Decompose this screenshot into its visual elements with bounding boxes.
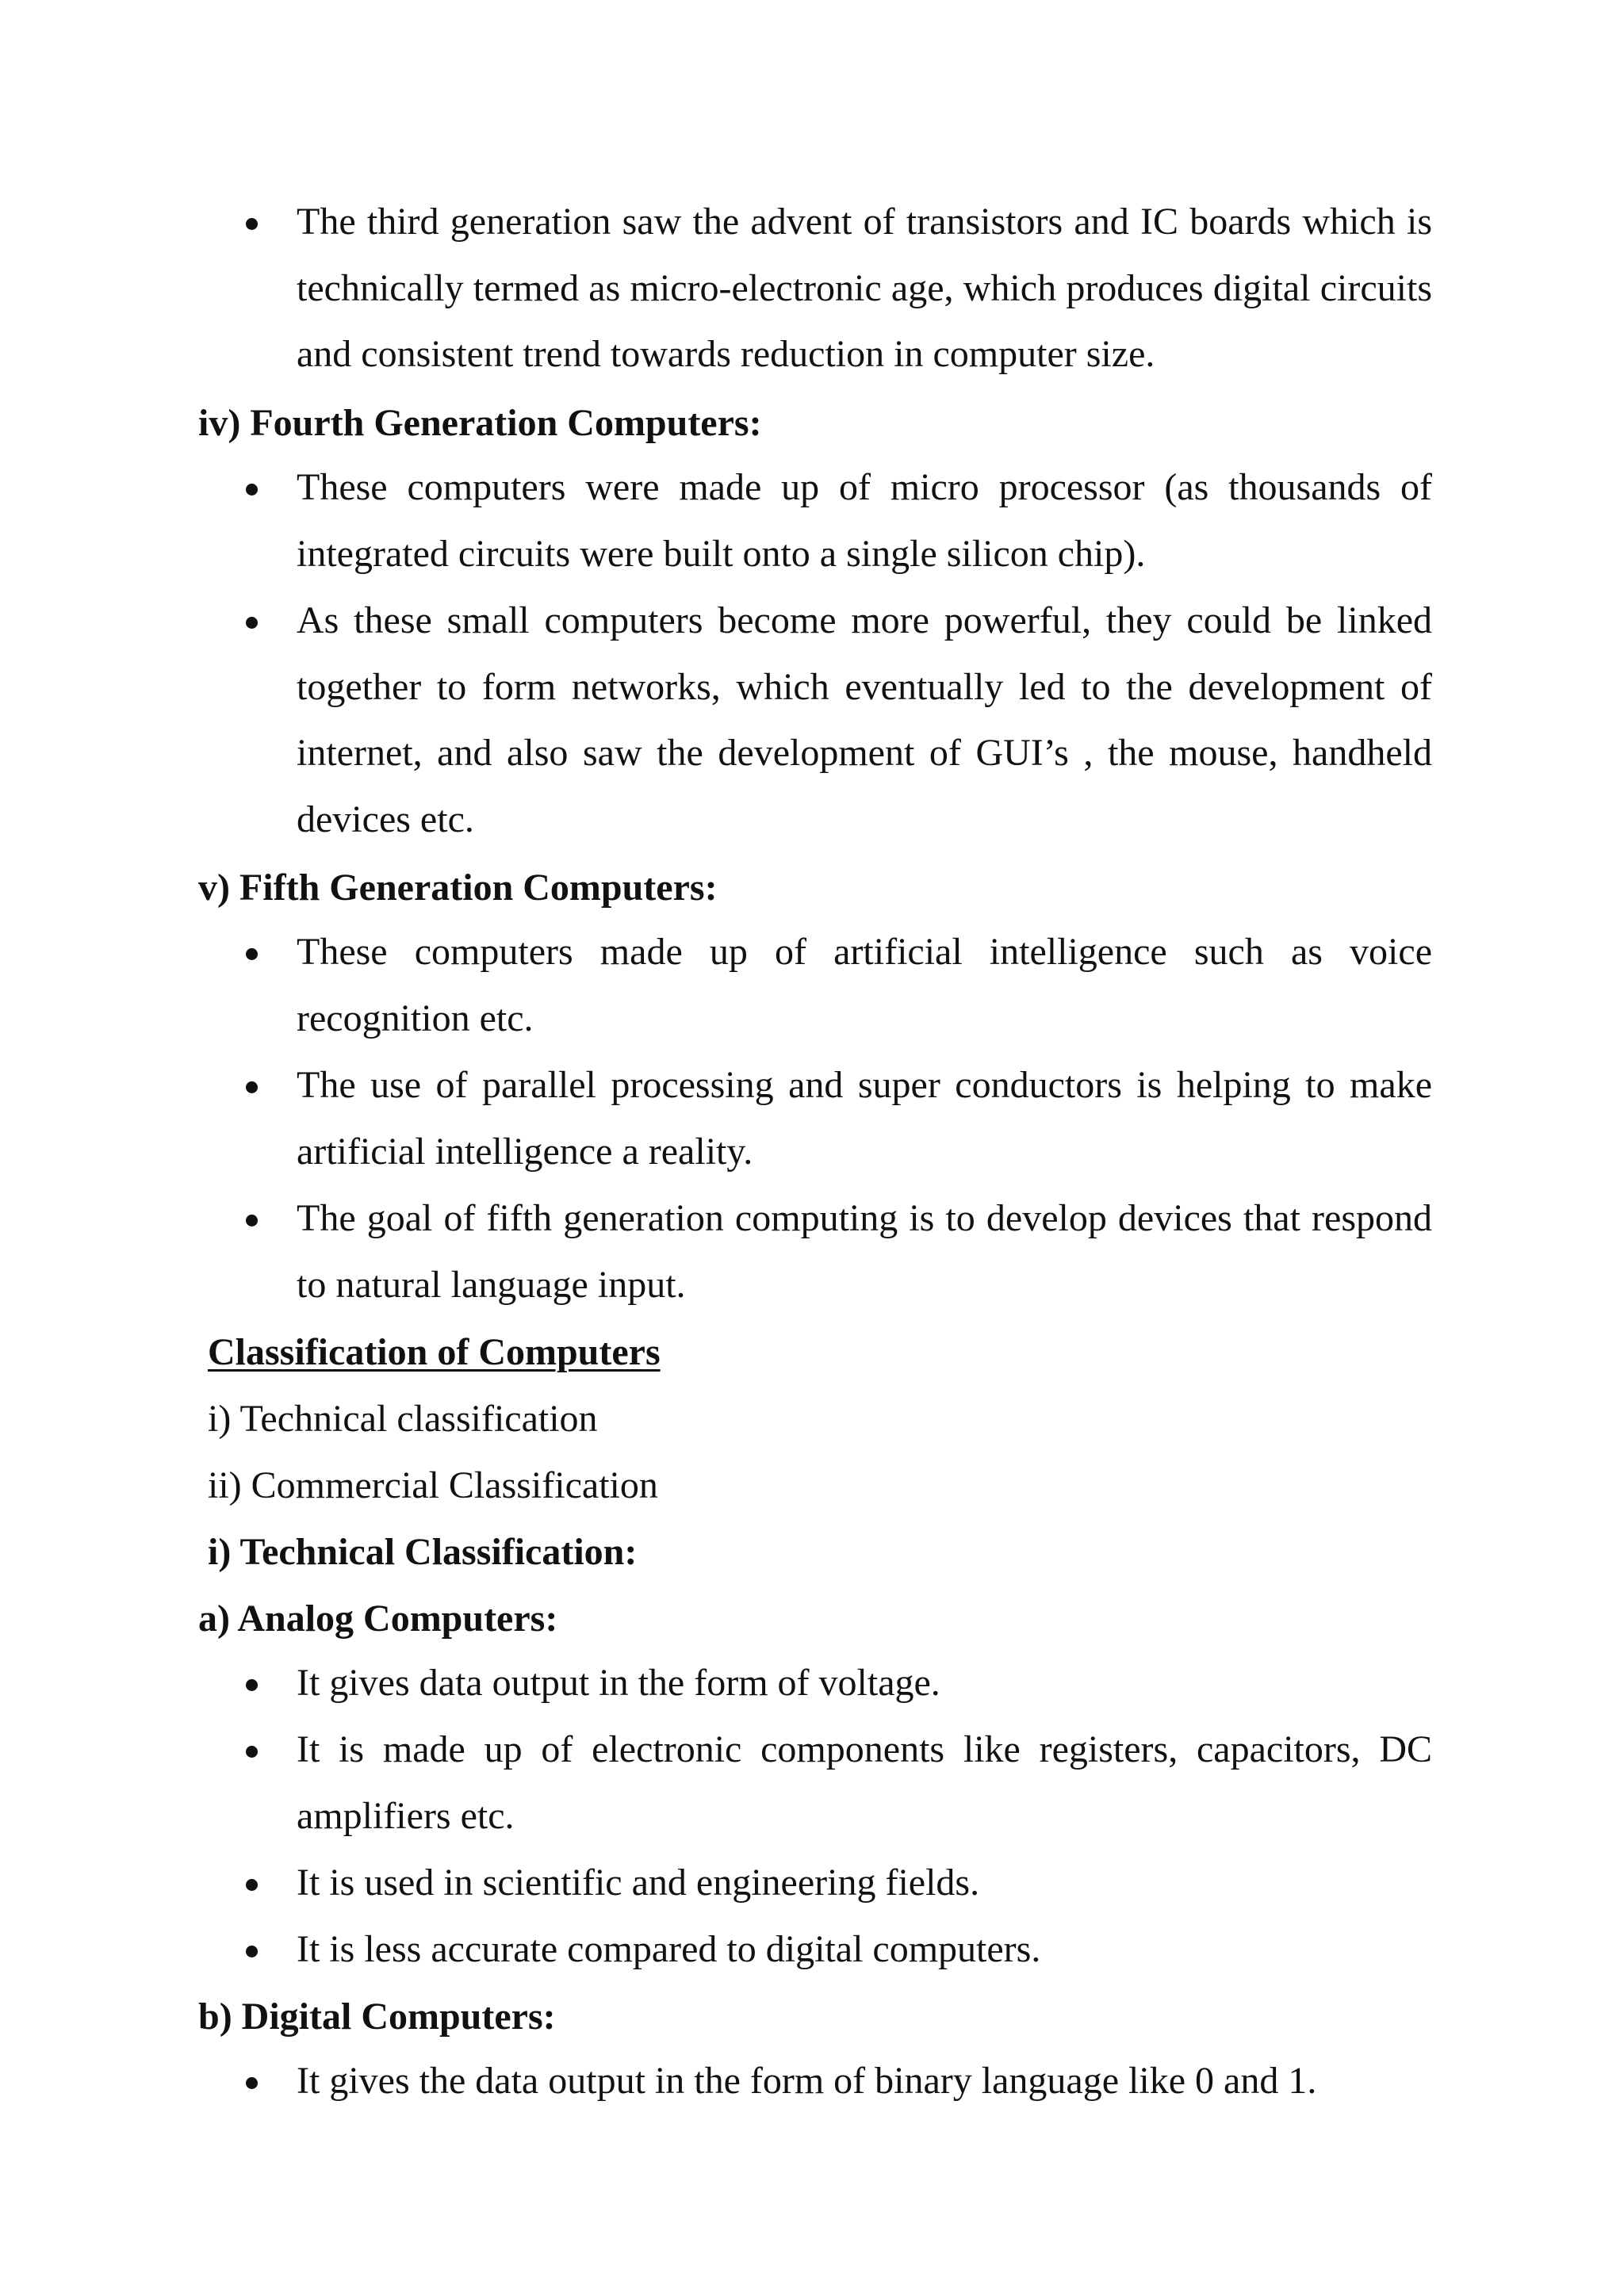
- bullet-icon: [243, 2058, 262, 2106]
- fifth-generation-item-3: The goal of fifth generation computing is to develop devices that respond to natural language input.: [297, 1197, 1432, 1306]
- fifth-generation-item-1: These computers made up of artificial intelligence such as voice recognition etc.: [297, 931, 1432, 1039]
- bullet-icon: [243, 1196, 262, 1243]
- bullet-icon: [243, 1727, 262, 1774]
- third-generation-item-1: The third generation saw the advent of transistors and IC boards which is technically termed as micro-electronic age, which produces digital circuits and consistent trend towards reduction in computer size.: [297, 201, 1432, 375]
- analog-computers-heading: a) Analog Computers:: [198, 1598, 558, 1640]
- bullet-icon: [243, 1860, 262, 1908]
- bullet-icon: [243, 1062, 262, 1110]
- classification-list-item-1: i) Technical classification: [208, 1398, 598, 1440]
- analog-item-2: It is made up of electronic components like registers, capacitors, DC amplifiers etc.: [297, 1728, 1432, 1837]
- fifth-generation-item-2: The use of parallel processing and super conductors is helping to make artificial intelligence a reality.: [297, 1064, 1432, 1173]
- bullet-icon: [243, 465, 262, 512]
- fourth-generation-item-2: As these small computers become more powerful, they could be linked together to form networks, which eventually led to the development of internet, and also saw the development of GUI’s , the mouse, handheld devices etc.: [297, 599, 1432, 840]
- bullet-icon: [243, 1927, 262, 1974]
- bullet-icon: [243, 598, 262, 645]
- technical-classification-heading: i) Technical Classification:: [208, 1531, 638, 1573]
- bullet-icon: [243, 199, 262, 247]
- bullet-icon: [243, 1660, 262, 1708]
- classification-title: Classification of Computers: [208, 1331, 661, 1373]
- classification-list-item-2: ii) Commercial Classification: [208, 1464, 658, 1506]
- fourth-generation-item-1: These computers were made up of micro processor (as thousands of integrated circuits were built onto a single silicon chip).: [297, 466, 1432, 575]
- fifth-generation-heading: v) Fifth Generation Computers:: [198, 867, 718, 909]
- digital-item-1: It gives the data output in the form of binary language like 0 and 1.: [297, 2060, 1317, 2102]
- analog-item-3: It is used in scientific and engineering fields.: [297, 1862, 980, 1904]
- digital-computers-heading: b) Digital Computers:: [198, 1996, 556, 2038]
- fourth-generation-heading: iv) Fourth Generation Computers:: [198, 402, 762, 444]
- bullet-icon: [243, 929, 262, 977]
- analog-item-4: It is less accurate compared to digital computers.: [297, 1928, 1041, 1970]
- analog-item-1: It gives data output in the form of voltage.: [297, 1662, 940, 1704]
